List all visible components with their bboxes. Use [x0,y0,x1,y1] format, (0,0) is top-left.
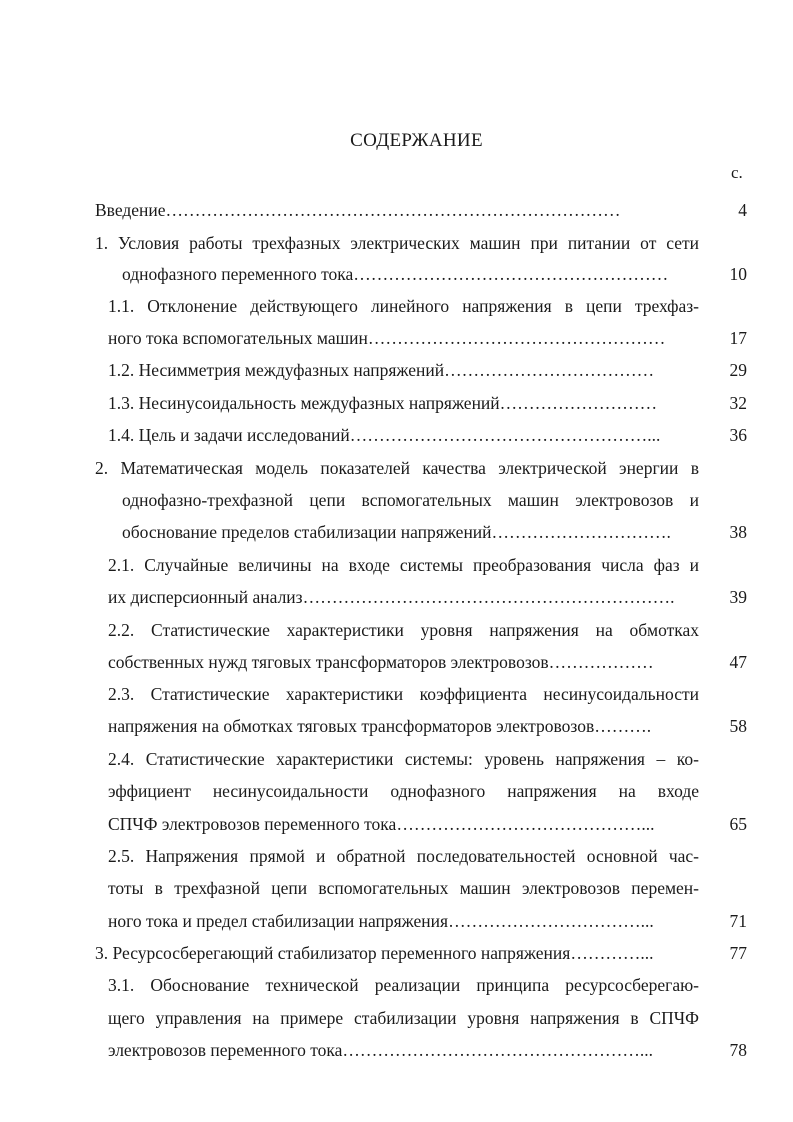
toc-entry-3-1: 3.1. Обоснование технической реализации принципа ресурсосберегаю- [108,975,699,995]
toc-page-number: 47 [729,652,747,672]
toc-entry-1-4: 1.4. Цель и задачи исследований……………………………………………... [108,425,661,445]
toc-page-number: 10 [729,264,747,284]
toc-entry-2-1: 2.1. Случайные величины на входе системы преобразования числа фаз и [108,555,699,575]
toc-entry-1-1-cont: ного тока вспомогательных машин…………………………………………… [108,328,666,348]
toc-page-number: 36 [729,425,747,445]
toc-entry-2-5: 2.5. Напряжения прямой и обратной последовательностей основной час- [108,846,699,866]
toc-entry-1-3: 1.3. Несинусоидальность междуфазных напряжений……………………… [108,393,658,413]
toc-entry-2-2-cont: собственных нужд тяговых трансформаторов электровозов……………… [108,652,654,672]
toc-entry-2-5-cont: тоты в трехфазной цепи вспомогательных машин электровозов перемен- [108,878,699,898]
toc-entry-chapter-1: 1. Условия работы трехфазных электрических машин при питании от сети [95,233,699,253]
toc-entry-2-4-cont: эффициент несинусоидальности однофазного напряжения на входе [108,781,699,801]
toc-page-number: 32 [729,393,747,413]
toc-entry-2-5-cont: ного тока и предел стабилизации напряжения……………………………... [108,911,654,931]
toc-entry-3-1-cont: электровозов переменного тока……………………………………………... [108,1040,654,1060]
toc-entry-2-4-cont: СПЧФ электровозов переменного тока……………………………………... [108,814,655,834]
toc-entry-chapter-2-cont: однофазно-трехфазной цепи вспомогательных машин электровозов и [122,490,699,510]
toc-entry-chapter-3: 3. Ресурсосберегающий стабилизатор переменного напряжения…………... [95,943,654,963]
toc-page-number: 38 [729,522,747,542]
toc-entry-chapter-2-cont: обоснование пределов стабилизации напряжений…………………………. [122,522,671,542]
toc-page-number: 39 [729,587,747,607]
toc-entry-2-4: 2.4. Статистические характеристики системы: уровень напряжения – ко- [108,749,699,769]
toc-entry-1-2: 1.2. Несимметрия междуфазных напряжений……………………………… [108,360,655,380]
toc-entry-2-3-cont: напряжения на обмотках тяговых трансформаторов электровозов………. [108,716,652,736]
toc-entry-3-1-cont: щего управления на примере стабилизации уровня напряжения в СПЧФ [108,1008,699,1028]
toc-entry-2-3: 2.3. Статистические характеристики коэффициента несинусоидальности [108,684,699,704]
page-title: СОДЕРЖАНИЕ [350,130,483,151]
page-column-label: с. [731,163,743,182]
toc-page-number: 17 [729,328,747,348]
toc-page-number: 4 [738,200,747,220]
toc-page-number: 77 [729,943,747,963]
toc-page-number: 58 [729,716,747,736]
toc-page-number: 65 [729,814,747,834]
toc-page-number: 71 [729,911,747,931]
toc-entry-chapter-1-cont: однофазного переменного тока……………………………………………… [122,264,669,284]
toc-page-number: 78 [729,1040,747,1060]
toc-entry-intro: Введение…………………………………………………………………… [95,200,621,220]
toc-entry-1-1: 1.1. Отклонение действующего линейного напряжения в цепи трехфаз- [108,296,699,316]
toc-entry-2-2: 2.2. Статистические характеристики уровня напряжения на обмотках [108,620,699,640]
toc-entry-chapter-2: 2. Математическая модель показателей качества электрической энергии в [95,458,699,478]
toc-entry-2-1-cont: их дисперсионный анализ………………………………………………………. [108,587,675,607]
toc-page-number: 29 [729,360,747,380]
